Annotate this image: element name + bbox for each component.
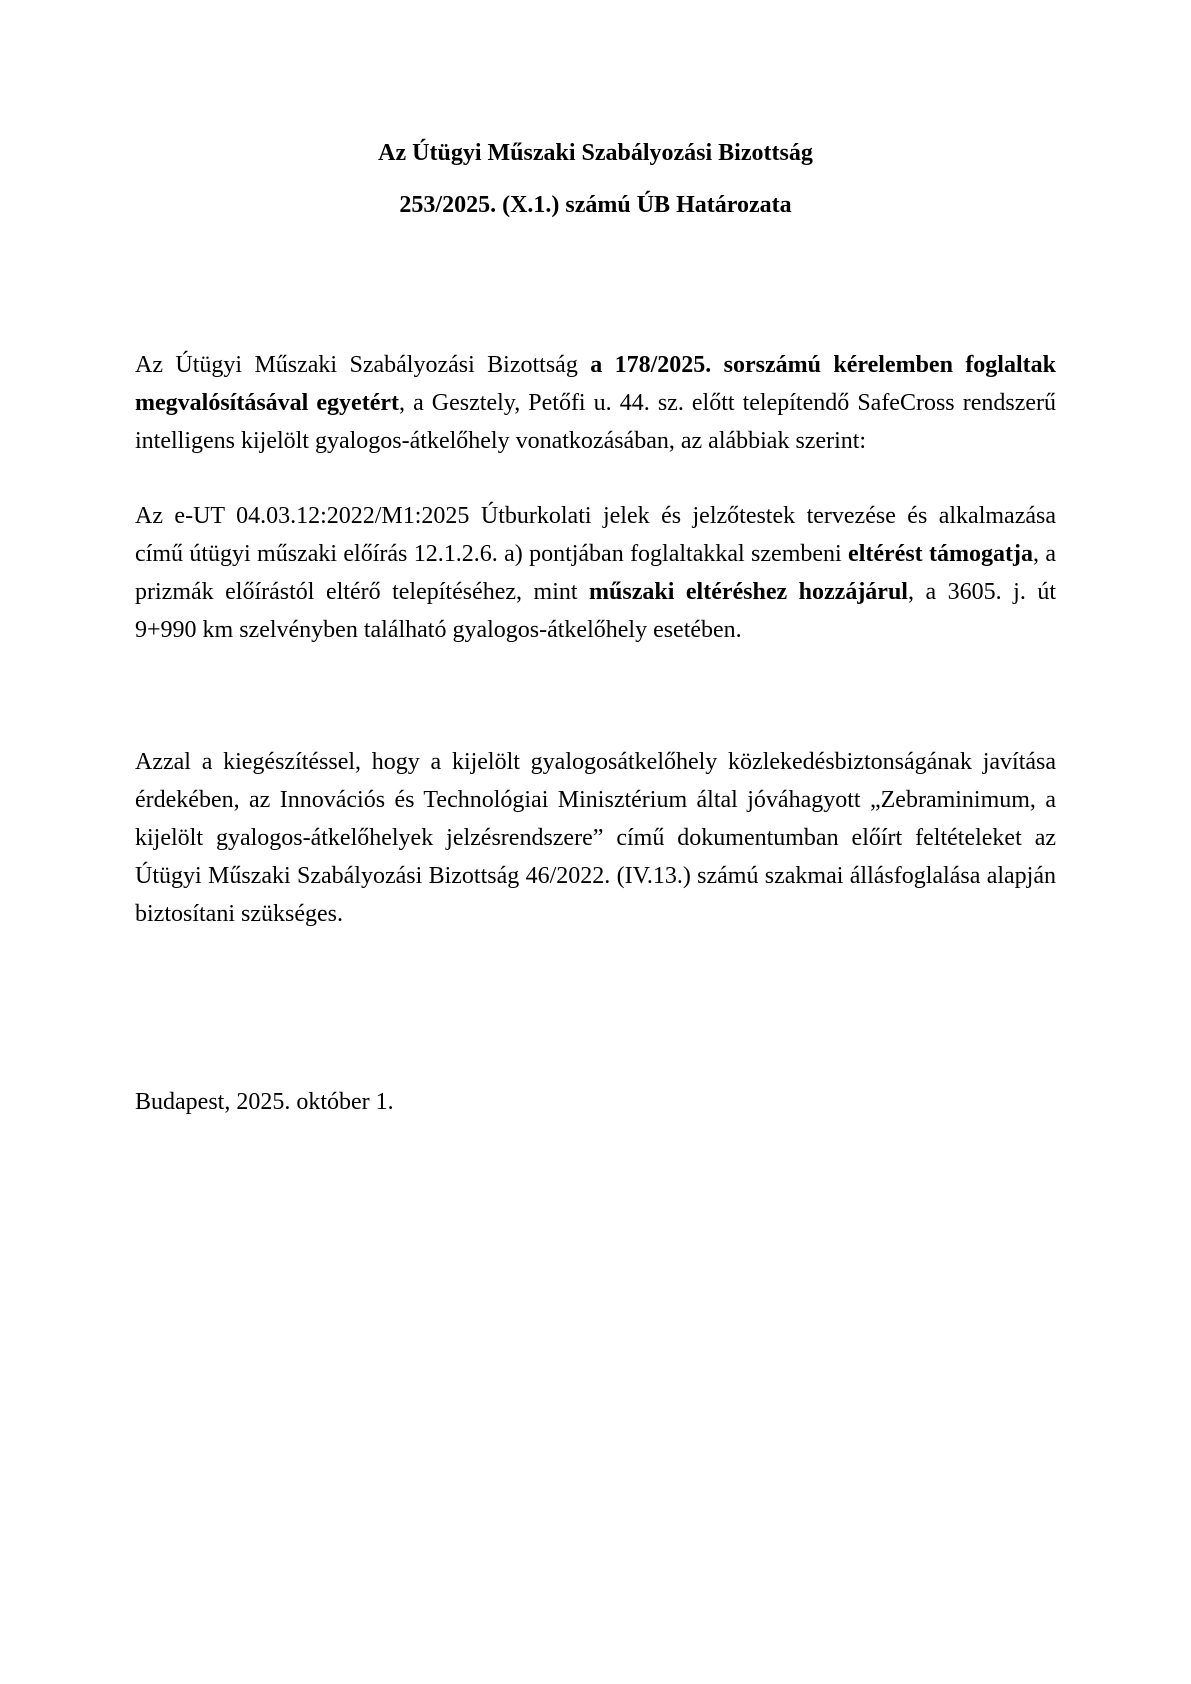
text-run: Az Útügyi Műszaki Szabályozási Bizottság — [135, 352, 591, 378]
document-body — [135, 346, 1056, 933]
text-run: Azzal a kiegészítéssel, hogy a kijelölt gyalogosátkelőhely közlekedésbiztonságának javítása érdekében, az Innovációs és Technológiai Minisztérium által jóváhagyott „Zebraminimum, a kijelölt gyalogos-átkelőhelyek jelzésrendszere” című dokumentumban előírt feltételeket az Útügyi Műszaki Szabályozási Bizottság 46/2022. (IV.13.) számú szakmai állásfoglalása alapján biztosítani szükséges. — [135, 749, 1056, 927]
text-run: , a prizmák előírástól eltérő telepítéséhez, mint — [135, 541, 1056, 605]
text-run-bold: műszaki eltéréshez hozzájárul — [589, 579, 908, 605]
text-run-bold: eltérést támogatja — [848, 541, 1033, 567]
paragraph — [135, 346, 1056, 460]
text-run: Az e-UT 04.03.12:2022/M1:2025 Útburkolati jelek és jelzőtestek tervezése és alkalmazása című útügyi műszaki előírás 12.1.2.6. a) pontjában foglaltakkal szembeni — [135, 503, 1056, 567]
date-line: Budapest, 2025. október 1. — [135, 1089, 394, 1115]
text-run: , a 3605. j. út 9+990 km szelvényben található gyalogos-átkelőhely esetében. — [135, 579, 1056, 643]
paragraph — [135, 497, 1056, 649]
document-title-line1: Az Útügyi Műszaki Szabályozási Bizottság — [378, 140, 813, 166]
paragraph — [135, 743, 1056, 933]
text-run-bold: a 178/2025. sorszámú kérelemben foglaltak megvalósításával egyetért — [135, 352, 1056, 416]
document-title-line2: 253/2025. (X.1.) számú ÚB Határozata — [399, 192, 792, 218]
text-run: , a Gesztely, Petőfi u. 44. sz. előtt telepítendő SafeCross rendszerű intelligens kijelölt gyalogos-átkelőhely vonatkozásában, az alábbiak szerint: — [135, 390, 1056, 454]
